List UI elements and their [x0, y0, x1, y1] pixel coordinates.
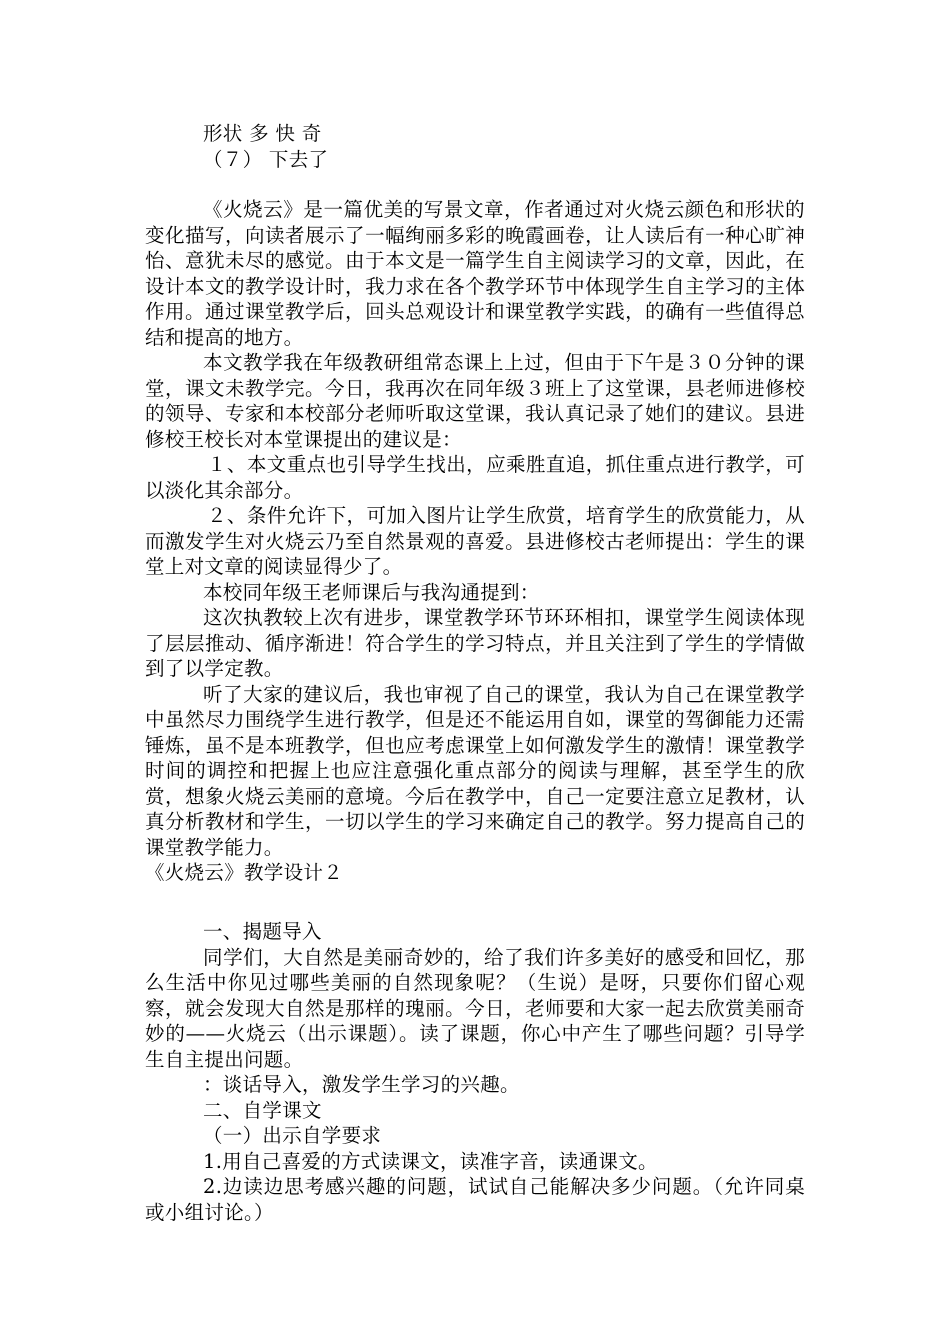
answer-line-shape: 形状 多 快 奇 — [203, 122, 322, 145]
reflection-paragraph: 这次执教较上次有进步，课堂教学环节环环相扣，课堂学生阅读体现了层层推动、循序渐进！符合学生的学习特点，并且关注到了学生的学情做到了以学定教。 — [145, 606, 805, 680]
design-note: ：谈话导入，激发学生学习的兴趣。 — [203, 1073, 520, 1096]
reflection-paragraph: 听了大家的建议后，我也审视了自己的课堂，我认为自己在课堂教学中虽然尽力围绕学生进行教学，但是还不能运用自如，课堂的驾御能力还需锤炼，虽不是本班教学，但也应考虑课堂上如何激发学生的激情！课堂教学时间的调控和把握上也应注意强化重点部分的阅读与理解，甚至学生的欣赏，想象火烧云美丽的意境。今后在教学中，自己一定要注意立足教材，认真分析教材和学生，一切以学生的学习来确定自己的教学。努力提高自己的课堂教学能力。 — [145, 682, 805, 859]
reflection-paragraph: 本校同年级王老师课后与我沟通提到： — [203, 580, 540, 604]
section-title: 《火烧云》教学设计２ — [145, 861, 344, 884]
design-heading-1: 一、揭题导入 — [203, 920, 322, 943]
design-heading-2: 二、自学课文 — [203, 1098, 322, 1122]
reflection-paragraph: 《火烧云》是一篇优美的写景文章，作者通过对火烧云颜色和形状的变化描写，向读者展示了一幅绚丽多彩的晚霞画卷，让人读后有一种心旷神怡、意犹未尽的感觉。由于本文是一篇学生自主阅读学习的文章，因此，在设计本文的教学设计时，我力求在各个教学环节中体现学生自主学习的主体作用。通过课堂教学后，回头总观设计和课堂教学实践，的确有一些值得总结和提高的地方。 — [145, 198, 805, 349]
design-subheading: （一）出示自学要求 — [203, 1124, 382, 1147]
design-step-1: 1.用自己喜爱的方式读课文，读准字音，读通课文。 — [203, 1149, 658, 1173]
answer-lines — [145, 121, 805, 172]
design-step-2: 2.边读边思考感兴趣的问题，试试自己能解决多少问题。（允许同桌或小组讨论。） — [145, 1175, 805, 1224]
answer-line-7: （７） 下去了 — [203, 147, 329, 171]
design-paragraph: 同学们，大自然是美丽奇妙的，给了我们许多美好的感受和回忆，那么生活中你见过哪些美丽的自然现象呢？（生说）是呀，只要你们留心观察，就会发现大自然是那样的瑰丽。今日，老师要和大家一起去欣赏美丽奇妙的——火烧云（出示课题）。读了课题，你心中产生了哪些问题？引导学生自主提出问题。 — [145, 945, 805, 1071]
suggestion-item-1: １、本文重点也引导学生找出，应乘胜直追，抓住重点进行教学，可以淡化其余部分。 — [145, 453, 805, 502]
teaching-reflection — [145, 197, 805, 886]
suggestion-item-2: ２、条件允许下，可加入图片让学生欣赏，培育学生的欣赏能力，从而激发学生对火烧云乃至自然景观的喜爱。县进修校古老师提出：学生的课堂上对文章的阅读显得少了。 — [145, 504, 805, 578]
reflection-paragraph: 本文教学我在年级教研组常态课上上过，但由于下午是３０分钟的课堂，课文未教学完。今日，我再次在同年级３班上了这堂课，县老师进修校的领导、专家和本校部分老师听取这堂课，我认真记录了她们的建议。县进修校王校长对本堂课提出的建议是： — [145, 351, 805, 451]
teaching-design — [145, 919, 805, 1225]
